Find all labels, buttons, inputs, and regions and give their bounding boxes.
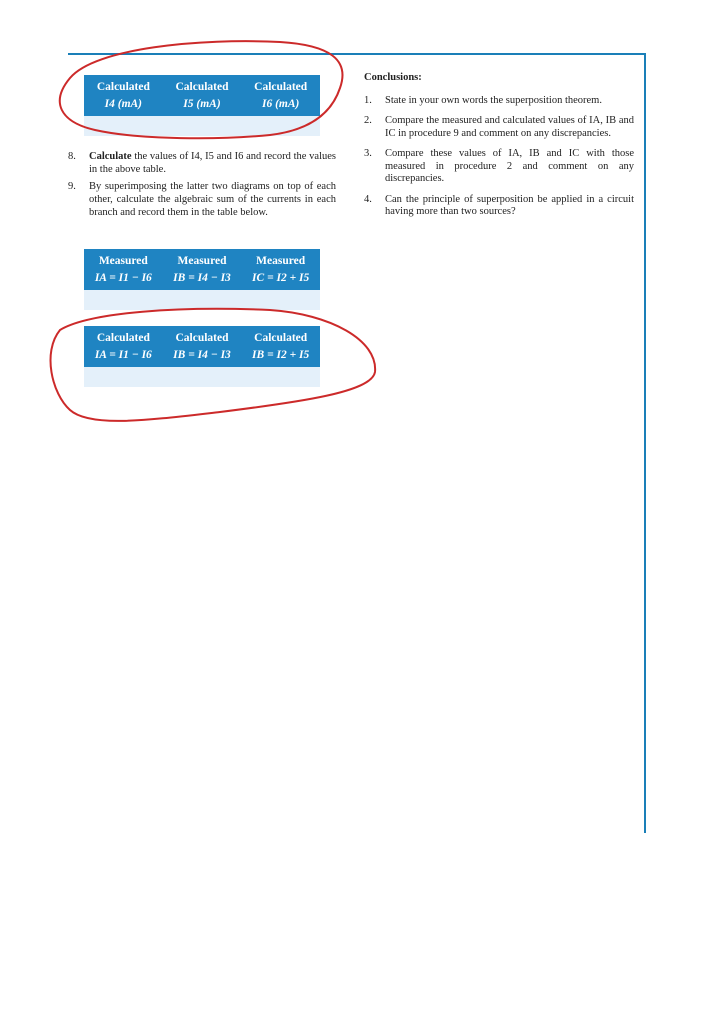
table-header-row [84, 249, 320, 290]
step-text: By superimposing the latter two diagrams on top of each other, calculate the algebraic sum of the currents in each branch and record them in the table below. [89, 181, 336, 218]
page-top-rule [68, 53, 646, 55]
page-right-rule [644, 53, 646, 833]
header-subtitle: I4 (mA) [104, 98, 143, 110]
procedure-steps [68, 150, 336, 223]
conclusion-question [364, 148, 634, 186]
header-title: Calculated [96, 332, 150, 344]
conclusions-title: Conclusions: [364, 72, 422, 83]
step-number: 8. [68, 151, 76, 162]
question-text: Compare the measured and calculated values of IA, IB and IC in procedure 9 and comment on any discrepancies. [385, 115, 634, 139]
table-cell[interactable] [84, 116, 163, 136]
table-cell[interactable] [241, 367, 320, 387]
header-title: Measured [177, 255, 227, 267]
table-cell[interactable] [163, 116, 242, 136]
question-number: 4. [364, 193, 372, 205]
table-header-cell [241, 75, 320, 116]
table-cell[interactable] [84, 367, 163, 387]
table-header-cell [163, 326, 242, 367]
header-subtitle: IC = I2 + I5 [252, 272, 310, 284]
table-cell[interactable] [163, 290, 242, 310]
header-subtitle: IA = I1 − I6 [94, 272, 152, 284]
question-number: 1. [364, 94, 372, 106]
conclusion-question [364, 194, 634, 219]
table-header-cell [241, 249, 320, 290]
question-text: State in your own words the superposition theorem. [385, 94, 602, 106]
table-cell[interactable] [84, 290, 163, 310]
step-text [89, 150, 336, 176]
table-header-cell [84, 326, 163, 367]
table-header-cell [241, 326, 320, 367]
conclusions-section [364, 72, 634, 227]
table-header-row [84, 75, 320, 116]
header-subtitle: IB = I2 + I5 [252, 349, 310, 361]
header-subtitle: I6 (mA) [261, 98, 300, 110]
table-cell[interactable] [241, 290, 320, 310]
step-keyword: Calculate [89, 151, 132, 162]
header-subtitle: IB = I4 − I3 [173, 349, 231, 361]
table-header-cell [84, 75, 163, 116]
question-number: 2. [364, 115, 372, 126]
header-title: Calculated [175, 81, 229, 93]
table-cell[interactable] [163, 367, 242, 387]
calculated-i4-i5-i6-table [84, 75, 320, 136]
step-number: 9. [68, 181, 76, 192]
table-row [84, 116, 320, 136]
procedure-step [68, 180, 336, 219]
header-title: Measured [98, 255, 148, 267]
header-subtitle: I5 (mA) [183, 98, 221, 110]
table-row [84, 367, 320, 387]
calculated-currents-table [84, 326, 320, 387]
header-title: Calculated [96, 81, 150, 93]
question-number: 3. [364, 148, 372, 159]
table-header-cell [84, 249, 163, 290]
question-text: Compare these values of IA, IB and IC with those measured in procedure 2 and comment on any discrepancies. [385, 148, 634, 184]
table-row [84, 290, 320, 310]
measured-currents-table [84, 249, 320, 310]
header-title: Calculated [175, 332, 229, 344]
header-subtitle: IB = I4 − I3 [173, 272, 231, 284]
conclusion-question [364, 115, 634, 140]
header-subtitle: IA = I1 − I6 [94, 349, 152, 361]
table-header-cell [163, 75, 242, 116]
table-header-row [84, 326, 320, 367]
header-title: Measured [256, 255, 306, 267]
procedure-step [68, 150, 336, 176]
conclusion-question [364, 95, 634, 108]
header-title: Calculated [254, 81, 308, 93]
step-body: the values of I4, I5 and I6 and record the values in the above table. [89, 151, 336, 175]
question-text: Can the principle of superposition be applied in a circuit having more than two sources? [385, 193, 634, 217]
header-title: Calculated [254, 332, 308, 344]
table-cell[interactable] [241, 116, 320, 136]
table-header-cell [163, 249, 242, 290]
